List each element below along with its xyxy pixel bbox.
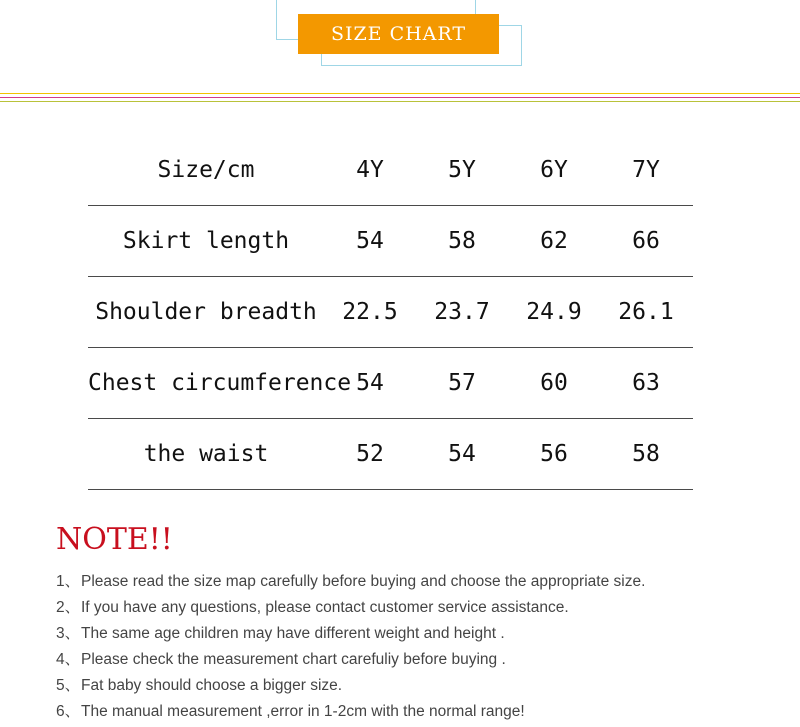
note-text: Please read the size map carefully before buying and choose the appropriate size. [81, 573, 646, 590]
table-cell: 26.1 [618, 299, 674, 325]
note-text: Please check the measurement chart carefuliy before buying . [81, 651, 506, 668]
table-header-cell: 7Y [632, 157, 660, 183]
table-cell: 62 [540, 228, 568, 254]
table-cell: 63 [632, 370, 660, 396]
table-row [88, 419, 693, 490]
list-item [56, 675, 796, 701]
table-cell: 60 [540, 370, 568, 396]
list-item [56, 649, 796, 675]
table-cell: 52 [356, 441, 384, 467]
table-cell: 22.5 [342, 299, 398, 325]
size-chart-header [0, 0, 800, 100]
table-cell: 57 [448, 370, 476, 396]
table-cell: 66 [632, 228, 660, 254]
list-item [56, 571, 796, 597]
table-cell: 24.9 [526, 299, 582, 325]
note-number: 6、 [56, 703, 81, 720]
note-text: If you have any questions, please contact customer service assistance. [81, 599, 569, 616]
table-cell: 58 [632, 441, 660, 467]
note-number: 2、 [56, 599, 81, 616]
row-label: Shoulder breadth [95, 299, 317, 325]
size-chart-title: SIZE CHART [298, 14, 499, 54]
size-table [88, 135, 693, 490]
table-header-cell: 5Y [448, 157, 476, 183]
table-row [88, 206, 693, 277]
table-header-row [88, 135, 693, 206]
table-row [88, 277, 693, 348]
row-label: Skirt length [122, 228, 290, 254]
list-item [56, 597, 796, 623]
row-label: Chest circumference [88, 370, 352, 396]
note-number: 4、 [56, 651, 81, 668]
table-cell: 23.7 [434, 299, 490, 325]
divider-line-yellow [0, 93, 800, 94]
note-number: 5、 [56, 677, 81, 694]
table-cell: 54 [356, 228, 384, 254]
note-text: Fat baby should choose a bigger size. [81, 677, 343, 694]
note-text: The same age children may have different weight and height . [81, 625, 505, 642]
list-item [56, 623, 796, 649]
table-cell: 54 [356, 370, 384, 396]
note-number: 1、 [56, 573, 81, 590]
divider-line-pink [0, 97, 800, 98]
notes-list [56, 571, 796, 727]
table-header-cell: 6Y [540, 157, 568, 183]
table-cell: 56 [540, 441, 568, 467]
table-cell: 54 [448, 441, 476, 467]
table-cell: 58 [448, 228, 476, 254]
table-header-cell: 4Y [356, 157, 384, 183]
row-label: the waist [143, 441, 269, 467]
table-row [88, 348, 693, 419]
list-item [56, 701, 796, 727]
note-text: The manual measurement ,error in 1-2cm with the normal range! [81, 703, 525, 720]
note-number: 3、 [56, 625, 81, 642]
note-title: NOTE!! [56, 522, 173, 557]
table-header-label: Size/cm [157, 157, 255, 183]
divider-line-green [0, 101, 800, 102]
